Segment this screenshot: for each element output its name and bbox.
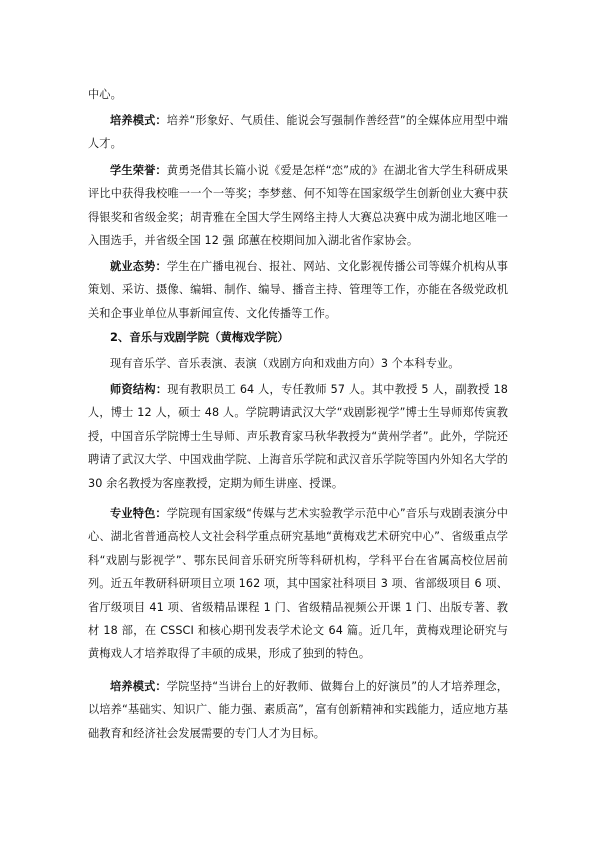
paragraph-label: 就业态势： <box>110 260 167 273</box>
paragraph-text: 黄勇尧借其长篇小说《爱是怎样“恋”成的》在湖北省大学生科研成果评比中获得我校唯一一个一等奖；李梦慈、何不知等在国家级学生创新创业大赛中获得银奖和省级金奖；胡青雅在全国大学生网络主持人大赛总决赛中成为湖北地区唯一入围选手，并省级全国 12 强 邱蕙在校期间加入湖北省作家协会。 <box>88 164 508 248</box>
paragraph-text: 学生在广播电视台、报社、网站、文化影视传播公司等媒介机构从事策划、采访、摄像、编辑、制作、编导、播音主持、管理等工作，亦能在各级党政机关和企事业单位从事新闻宣传、文化传播等工作。 <box>88 260 508 320</box>
paragraph-text: 学院现有国家级“传媒与艺术实验教学示范中心”音乐与戏剧表演分中心、湖北省普通高校人文社会科学重点研究基地“黄梅戏艺术研究中心”、省级重点学科“戏剧与影视学”、鄂东民间音乐研究所等科研机构，学科平台在省属高校位居前列。近五年教研科研项目立项 162 项，其中国家社科项目 3 项、省部级项目 6 项、省厅级项目 41 项、省级精品课程 1 门、省级精品视频公开课 1 门、出版专著、教材 18 部，在 CSSCI 和核心期刊发表学术论文 64 篇。近几年，黄梅戏理论研究与黄梅戏人才培养取得了丰硕的成果，形成了独到的特色。 <box>88 507 508 661</box>
paragraph-training-mode-music <box>88 675 508 745</box>
paragraph-student-honors <box>88 159 508 253</box>
paragraph-specialties <box>88 502 508 666</box>
paragraph-text: 培养“形象好、气质佳、能说会写强制作善经营”的全媒体应用型中端人才。 <box>88 114 508 151</box>
paragraph-text: 现有音乐学、音乐表演、表演（戏剧方向和戏曲方向）3 个本科专业。 <box>110 357 460 370</box>
paragraph-continuation <box>88 83 508 106</box>
paragraph-label: 学生荣誉： <box>110 164 167 177</box>
paragraph-label: 师资结构： <box>110 383 168 396</box>
paragraph-label: 专业特色： <box>110 507 167 520</box>
section-heading: 2、音乐与戏剧学院（黄梅戏学院） <box>110 330 289 344</box>
paragraph-training-mode-media <box>88 109 508 156</box>
paragraph-employment <box>88 255 508 325</box>
paragraph-faculty <box>88 378 508 495</box>
paragraph-majors <box>88 352 508 375</box>
paragraph-text: 中心。 <box>88 88 122 101</box>
paragraph-label: 培养模式： <box>110 114 167 127</box>
paragraph-label: 培养模式： <box>110 680 167 693</box>
paragraph-text: 现有教职员工 64 人，专任教师 57 人。其中教授 5 人，副教授 18 人，博士 12 人，硕士 48 人。学院聘请武汉大学“戏剧影视学”博士生导师郑传寅教授，中国音乐学院博士生导师、声乐教育家马秋华教授为“黄州学者”。此外，学院还聘请了武汉大学、中国戏曲学院、上海音乐学院和武汉音乐学院等国内外知名大学的 30 余名教授为客座教授，定期为师生讲座、授课。 <box>88 383 508 490</box>
paragraph-text: 学院坚持“当讲台上的好教师、做舞台上的好演员”的人才培养理念，以培养“基础实、知识广、能力强、素质高”，富有创新精神和实践能力，适应地方基础教育和经济社会发展需要的专门人才为目标。 <box>88 680 508 740</box>
